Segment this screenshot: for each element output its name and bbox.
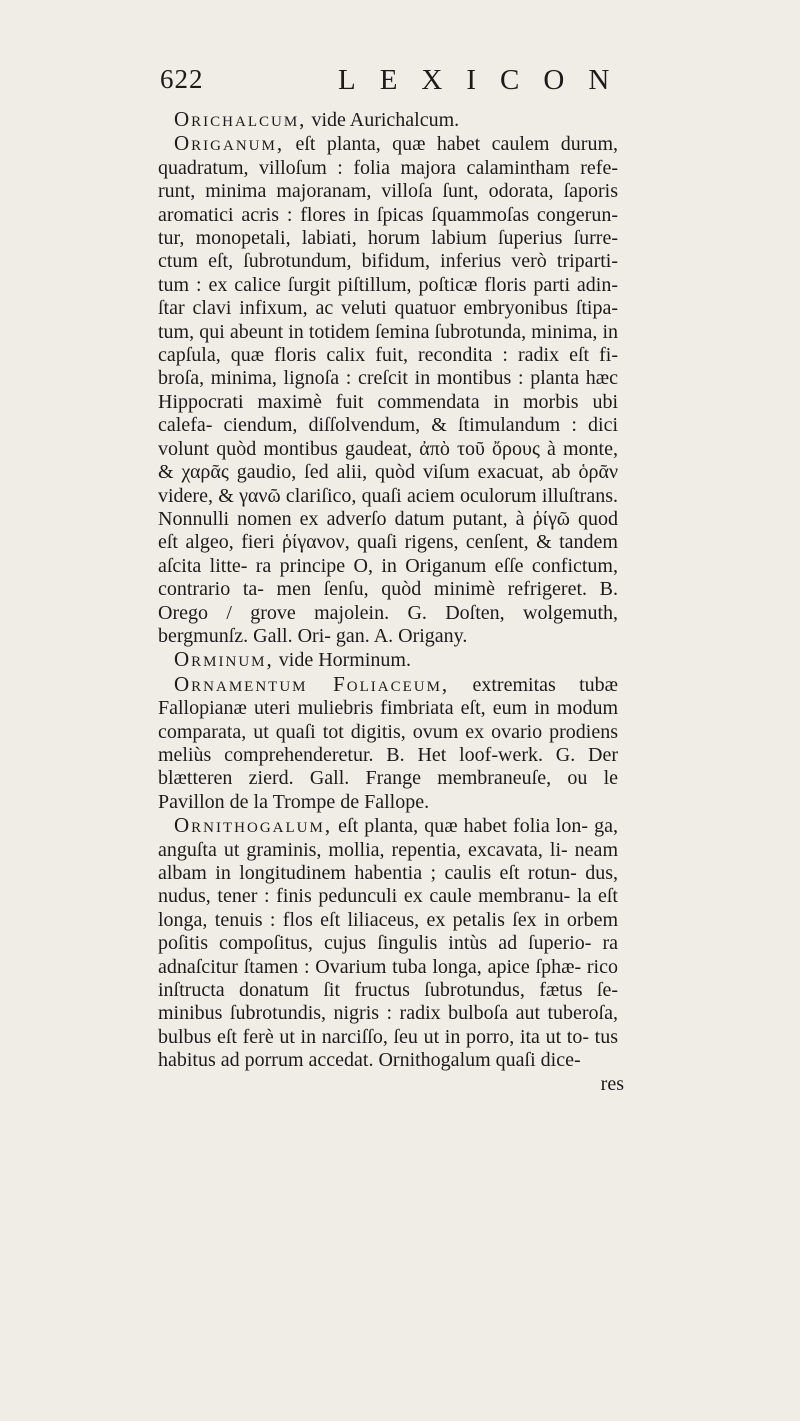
- lemma: Ornamentum Foliaceum,: [174, 671, 450, 696]
- entry-ornamentum-foliaceum: [158, 673, 618, 814]
- entries-column: [158, 107, 624, 1096]
- entry-orichalcum: [158, 108, 618, 132]
- catchword: res: [600, 1072, 624, 1095]
- entry-origanum: [158, 132, 618, 648]
- entry-text: vide Aurichalcum.: [306, 109, 460, 131]
- lemma: Ornithogalum,: [174, 813, 333, 838]
- lemma: Orminum,: [174, 647, 274, 672]
- page-number: 622: [160, 64, 204, 94]
- entry-text: eſt planta, quæ habet folia lon- ga, anguſta ut graminis, mollia, repentia, excavata, li- neam albam in longitudinem habentia ; caulis eſt rotun- dus, nudus, tener : finis pedunculi ex caule membranu- la eſt longa, tenuis : flos eſt liliaceus, ex petalis ſex in orbem poſitis compoſitus, cujus ſingulis intùs ad ſuperio- ra adnaſcitur ſtamen : Ovarium tuba longa, apice ſphæ- rico inſtructa donatum ſit fructus ſubrotundus, fætus ſe- minibus ſubrotundis, nigris : radix bulboſa aut tuberoſa, bulbus eſt ferè ut in narciſſo, ſeu ut in porro, ita ut to- tus habitus ad porrum accedat. Ornithogalum quaſi dice-: [158, 815, 618, 1072]
- running-head: LEXICON: [338, 64, 634, 96]
- page-header: [160, 64, 640, 104]
- entry-orminum: [158, 648, 618, 672]
- entry-ornithogalum: [158, 814, 618, 1072]
- entry-text: vide Horminum.: [273, 649, 411, 672]
- lemma: Origanum,: [174, 131, 285, 156]
- lemma: Orichalcum,: [174, 107, 307, 131]
- entry-text: eſt planta, quæ habet caulem durum, quadratum, villoſum : folia majora calamintham refe- runt, minima majoranam, villoſa ſunt, odorata, ſaporis aromatici acris : flores in ſpicas ſquammoſas congerun- tur, monopetali, labiati, horum labium ſuperius ſurre- ctum eſt, ſubrotundum, bifidum, inferius verò triparti- tum : ex calice ſurgit piſtillum, poſticæ floris parti adin- ſtar clavi infixum, ac veluti quatuor embryonibus ſtipa- tum, qui abeunt in totidem ſemina ſubrotunda, minima, in capſula, quæ floris calix fuit, recondita : radix eſt fi- broſa, minima, lignoſa : creſcit in montibus : planta hæc Hippocrati maximè fuit commendata in morbis ubi calefa- ciendum, diſſolvendum, & ſtimulandum : dici volunt quòd montibus gaudeat, ἀπὸ τοῦ ὄρους à monte, & χαρᾶς gaudio, ſed alii, quòd viſum exacuat, ab ὁρᾶν videre, & γανῶ clariſico, quaſi aciem oculorum illuſtrans. Nonnulli nomen ex adverſo datum putant, à ῥίγῶ quod eſt algeo, fieri ῥίγανον, quaſi rigens, cenſent, & tandem aſcita litte- ra principe O, in Origanum eſſe confictum, contrario ta- men ſenſu, quòd minimè refrigeret. B. Orego / grove majolein. G. Doſten, wolgemuth, bergmunſz. Gall. Ori- gan. A. Origany.: [158, 133, 618, 647]
- entry-text: extremitas tubæ Fallopianæ uteri muliebris fimbriata eſt, eum in modum comparata, ut quaſi tot digitis, ovum ex ovario prodiens meliùs comprehenderetur. B. Het loof-werk. G. Der blætteren zierd. Gall. Frange membraneuſe, ou le Pavillon de la Trompe de Fallope.: [158, 673, 619, 813]
